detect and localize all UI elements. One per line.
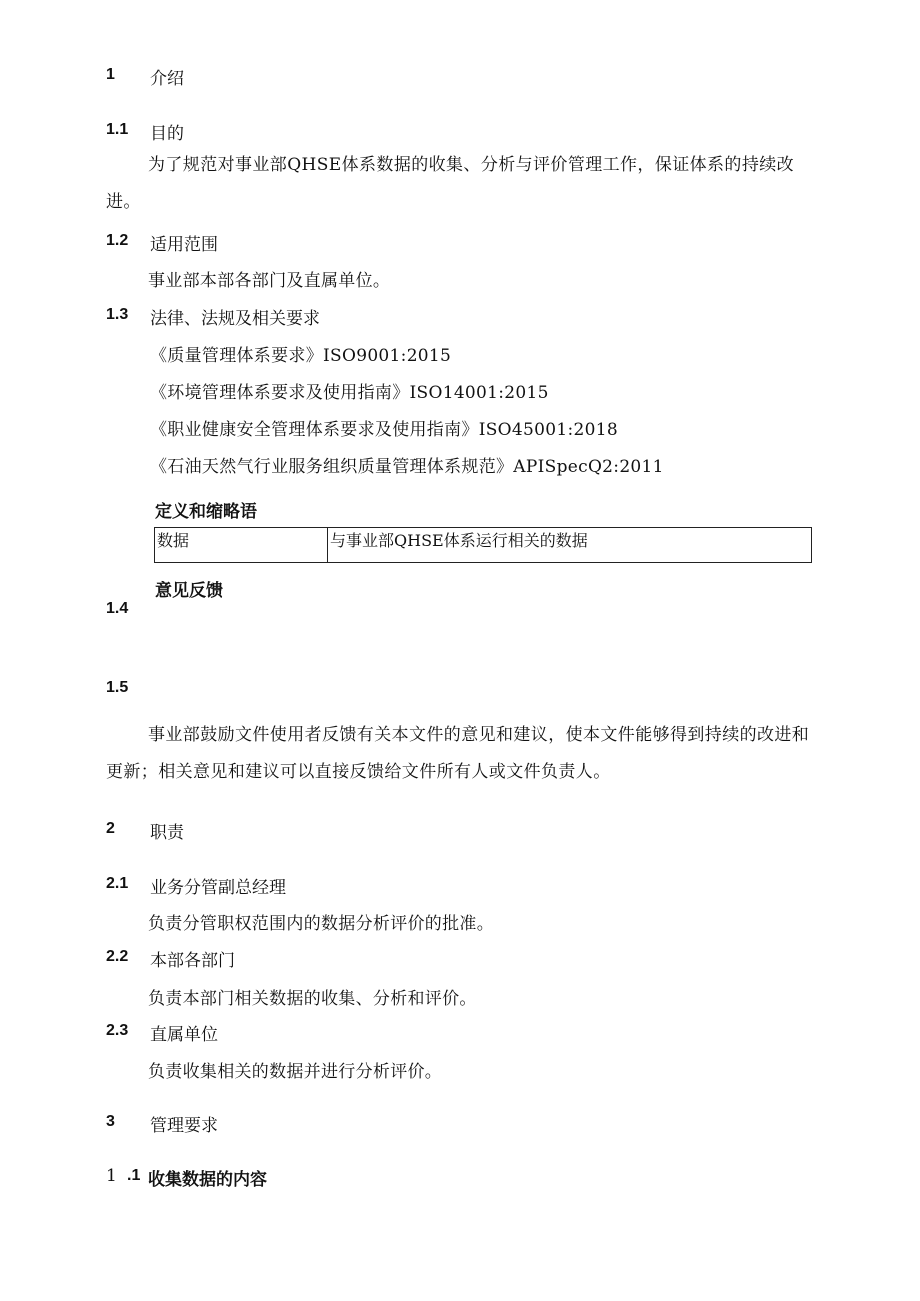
section-1-1-paragraph: 为了规范对事业部QHSE体系数据的收集、分析与评价管理工作，保证体系的持续改进。 bbox=[106, 155, 795, 212]
section-2-1-number: 2.1 bbox=[106, 875, 129, 892]
section-1-title: 介绍 bbox=[150, 69, 184, 88]
section-1-4-number: 1.4 bbox=[106, 600, 129, 617]
section-1-2-number: 1.2 bbox=[106, 232, 129, 249]
table-row bbox=[155, 528, 812, 563]
section-1-1-number: 1.1 bbox=[106, 121, 129, 138]
section-1-3-number: 1.3 bbox=[106, 306, 129, 323]
section-1-number: 1 bbox=[106, 66, 115, 83]
section-2-number: 2 bbox=[106, 820, 115, 837]
section-2-1-paragraph: 负责分管职权范围内的数据分析评价的批准。 bbox=[148, 914, 494, 934]
section-3-1-title: 收集数据的内容 bbox=[148, 1170, 267, 1189]
section-3-title: 管理要求 bbox=[150, 1116, 218, 1135]
reference-item: 《质量管理体系要求》ISO9001:2015 bbox=[150, 346, 452, 366]
section-2-1-title: 业务分管副总经理 bbox=[150, 878, 286, 897]
section-1-2-paragraph: 事业部本部各部门及直属单位。 bbox=[148, 271, 391, 291]
section-3-1-number-prefix: 1 bbox=[106, 1166, 118, 1186]
section-2-3-paragraph: 负责收集相关的数据并进行分析评价。 bbox=[148, 1062, 443, 1082]
section-2-2-number: 2.2 bbox=[106, 948, 129, 965]
feedback-title: 意见反馈 bbox=[155, 581, 223, 600]
section-1-2-title: 适用范围 bbox=[150, 235, 218, 254]
definitions-table bbox=[154, 527, 812, 563]
definitions-title: 定义和缩略语 bbox=[155, 502, 257, 521]
section-2-3-title: 直属单位 bbox=[150, 1025, 218, 1044]
section-3-number: 3 bbox=[106, 1113, 115, 1130]
feedback-paragraph: 事业部鼓励文件使用者反馈有关本文件的意见和建议，使本文件能够得到持续的改进和更新；相关意见和建议可以直接反馈给文件所有人或文件负责人。 bbox=[106, 725, 810, 782]
section-1-5-number: 1.5 bbox=[106, 679, 129, 696]
definition-term: 数据 bbox=[155, 528, 328, 563]
reference-item: 《环境管理体系要求及使用指南》ISO14001:2015 bbox=[150, 383, 549, 403]
section-1-3-title: 法律、法规及相关要求 bbox=[150, 309, 320, 328]
definition-text: 与事业部QHSE体系运行相关的数据 bbox=[328, 528, 812, 563]
section-1-1-title: 目的 bbox=[150, 124, 184, 143]
reference-item: 《职业健康安全管理体系要求及使用指南》ISO45001:2018 bbox=[150, 420, 618, 440]
section-2-2-title: 本部各部门 bbox=[150, 951, 235, 970]
section-2-title: 职责 bbox=[150, 823, 184, 842]
section-2-3-number: 2.3 bbox=[106, 1022, 129, 1039]
section-3-1-number: .1 bbox=[127, 1167, 141, 1184]
section-2-2-paragraph: 负责本部门相关数据的收集、分析和评价。 bbox=[148, 989, 477, 1009]
reference-item: 《石油天然气行业服务组织质量管理体系规范》APISpecQ2:2011 bbox=[150, 457, 664, 477]
